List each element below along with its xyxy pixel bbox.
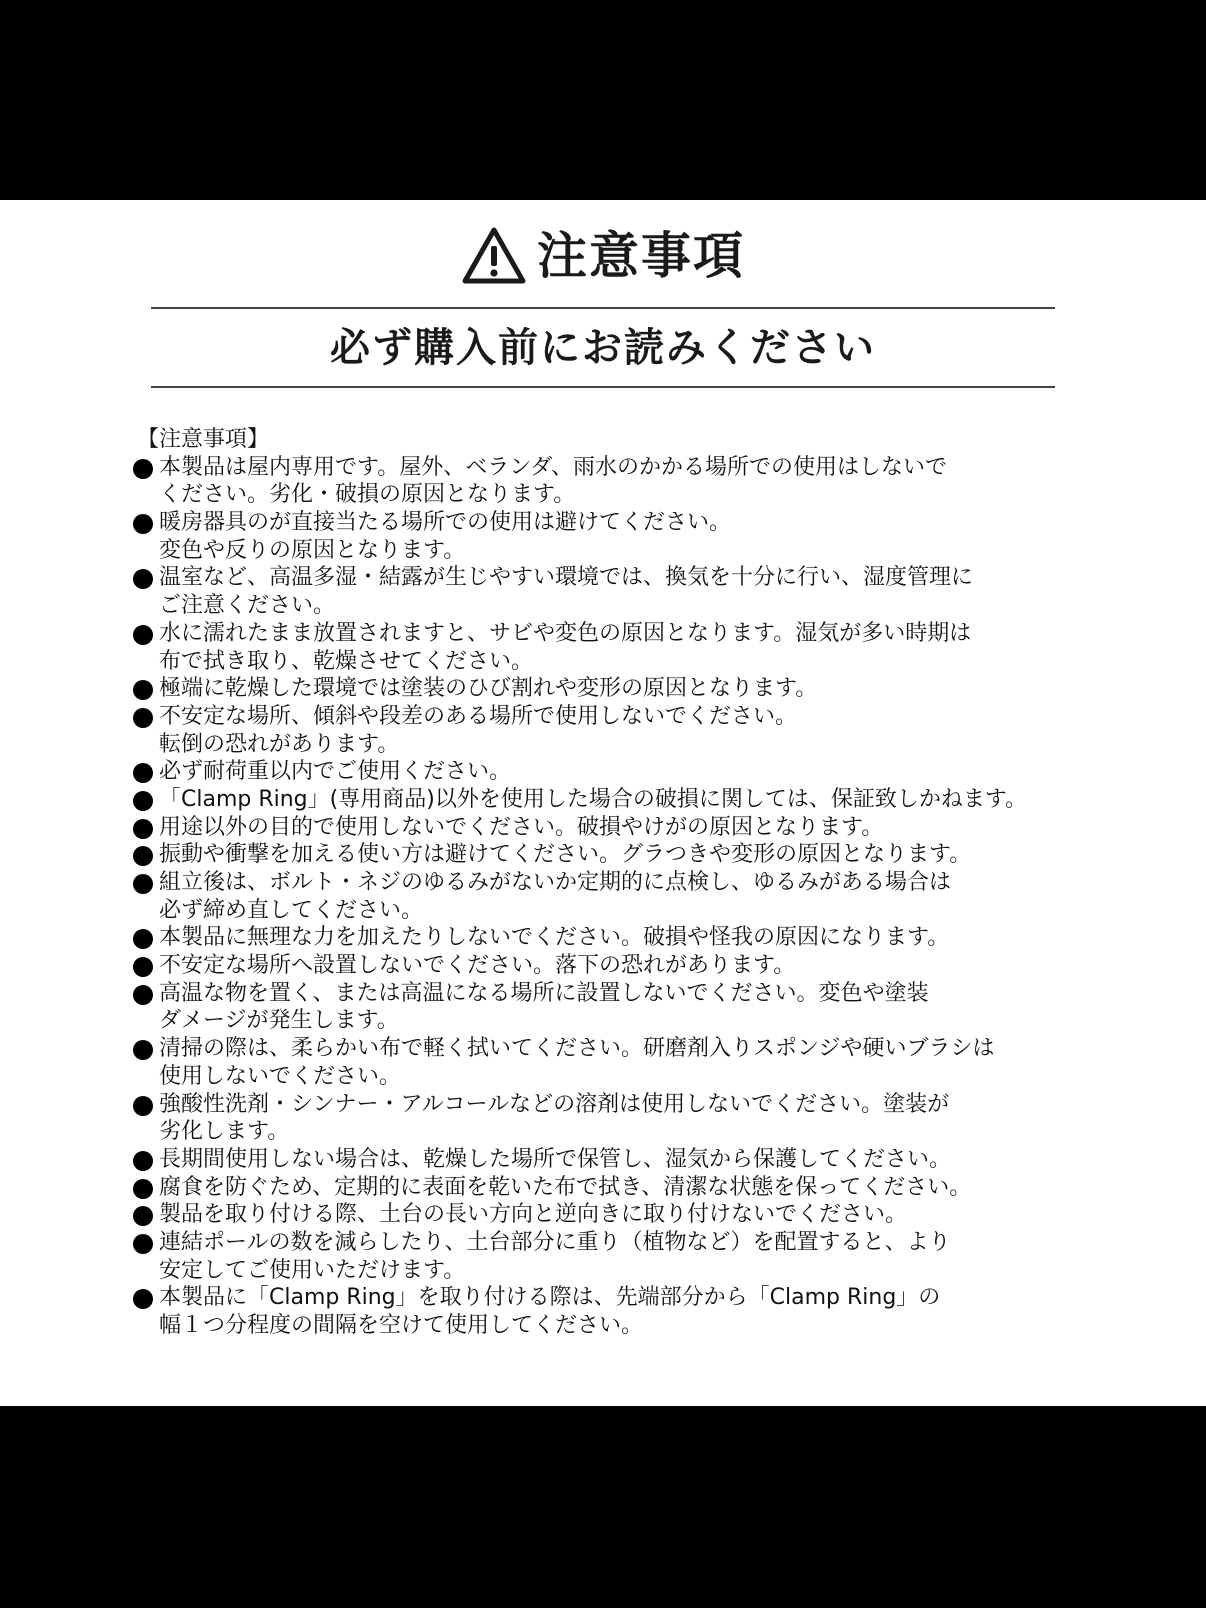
bullet-icon [133,708,153,728]
list-item-text: 安定してご使用いただけます。 [159,1257,466,1283]
list-item-text: 清掃の際は、柔らかい布で軽く拭いてください。研磨剤入りスポンジや硬いブラシは [159,1036,995,1062]
list-item [133,786,1083,814]
list-item-text: 高温な物を置く、または高温になる場所に設置しないでください。変色や塗装 [159,980,929,1006]
bullet-icon [133,1096,153,1116]
list-item-text: 使用しないでください。 [159,1063,402,1089]
list-item [133,1146,1083,1174]
list-item-text: 必ず耐荷重以内でご使用ください。 [159,759,512,785]
list-item-text: 劣化します。 [159,1119,290,1145]
bullet-icon [133,1040,153,1060]
divider-bottom [151,386,1055,388]
list-item [133,924,1083,952]
notes-list [133,454,1083,1340]
list-item-text: 長期間使用しない場合は、乾燥した場所で保管し、湿気から保護してください。 [159,1146,952,1172]
bullet-icon [133,514,153,534]
notes-section [133,426,1083,1340]
bullet-icon [133,874,153,894]
notice-panel [0,200,1206,1406]
bullet-icon [133,1289,153,1309]
list-item-text: 温室など、高温多湿・結露が生じやすい環境では、換気を十分に行い、湿度管理に [159,565,974,591]
list-item-text: 必ず締め直してください。 [159,897,424,923]
list-item-text: 暖房器具のが直接当たる場所での使用は避けてください。 [159,510,732,536]
list-item [133,1201,1083,1229]
list-item [133,758,1083,786]
list-item-text: 組立後は、ボルト・ネジのゆるみがないか定期的に点検し、ゆるみがある場合は [159,870,952,895]
list-item-text: 腐食を防ぐため、定期的に表面を乾いた布で拭き、清潔な状態を保ってください。 [159,1174,972,1200]
list-item [133,1174,1083,1202]
list-item-text: 強酸性洗剤・シンナー・アルコールなどの溶剤は使用しないでください。塗装が [159,1091,950,1117]
list-item-text: 幅１つ分程度の間隔を空けて使用してください。 [159,1313,644,1338]
bottom-black-band [0,1406,1206,1608]
notes-heading: 【注意事項】 [137,427,270,452]
list-item-text: 不安定な場所、傾斜や段差のある場所で使用しないでください。 [159,703,798,729]
list-item-text: 変色や反りの原因となります。 [159,537,466,563]
list-item-text: 本製品に無理な力を加えたりしないでください。破損や怪我の原因になります。 [159,925,950,951]
header [0,226,1206,286]
list-item [133,1284,1083,1339]
list-item-text: ください。劣化・破損の原因となります。 [159,482,576,508]
bullet-icon [133,985,153,1005]
list-item-text: 本製品は屋内専用です。屋外、ベランダ、雨水のかかる場所での使用はしないで [159,454,948,480]
bullet-icon [133,680,153,700]
list-item [133,509,1083,564]
list-item [133,952,1083,980]
bullet-icon [133,763,153,783]
list-item [133,814,1083,842]
bullet-icon [133,846,153,866]
list-item [133,980,1083,1035]
list-item-text: 振動や衝撃を加える使い方は避けてください。グラつきや変形の原因となります。 [159,842,972,868]
bullet-icon [133,459,153,479]
subtitle: 必ず購入前にお読みください [330,325,876,371]
list-item-text: 製品を取り付ける際、土台の長い方向と逆向きに取り付けないでください。 [159,1202,908,1228]
warning-triangle-icon [461,226,527,286]
list-item-text: 「Clamp Ring」(専用商品)以外を使用した場合の破損に関しては、保証致しかねます。 [159,786,1028,812]
list-item [133,1091,1083,1146]
list-item [133,620,1083,675]
bullet-icon [133,569,153,589]
list-item-text: 転倒の恐れがあります。 [159,731,400,757]
page-title: 注意事項 [537,227,745,285]
list-item-text: 布で拭き取り、乾燥させてください。 [159,648,534,674]
bullet-icon [133,819,153,839]
list-item-text: 水に濡れたまま放置されますと、サビや変色の原因となります。湿気が多い時期は [159,620,972,646]
bullet-icon [133,929,153,949]
list-item-text: 不安定な場所へ設置しないでください。落下の恐れがあります。 [159,953,796,979]
list-item-text: 連結ポールの数を減らしたり、土台部分に重り（植物など）を配置すると、より [159,1229,951,1255]
divider-top [151,307,1055,309]
list-item [133,1229,1083,1284]
bullet-icon [133,1234,153,1254]
bullet-icon [133,1206,153,1226]
list-item [133,1035,1083,1090]
list-item [133,675,1083,703]
list-item-text: ダメージが発生します。 [159,1008,399,1034]
bullet-icon [133,791,153,811]
list-item-text: 極端に乾燥した環境では塗装のひび割れや変形の原因となります。 [159,676,818,702]
top-black-band [0,0,1206,200]
list-item [133,869,1083,924]
bullet-icon [133,1179,153,1199]
list-item [133,703,1083,758]
bullet-icon [133,625,153,645]
list-item-text: ご注意ください。 [159,593,336,619]
list-item [133,564,1083,619]
list-item-text: 本製品に「Clamp Ring」を取り付ける際は、先端部分から「Clamp Ring」の [159,1285,941,1311]
bullet-icon [133,957,153,977]
list-item [133,454,1083,509]
list-item-text: 用途以外の目的で使用しないでください。破損やけがの原因となります。 [159,814,884,840]
list-item [133,841,1083,869]
bullet-icon [133,1151,153,1171]
